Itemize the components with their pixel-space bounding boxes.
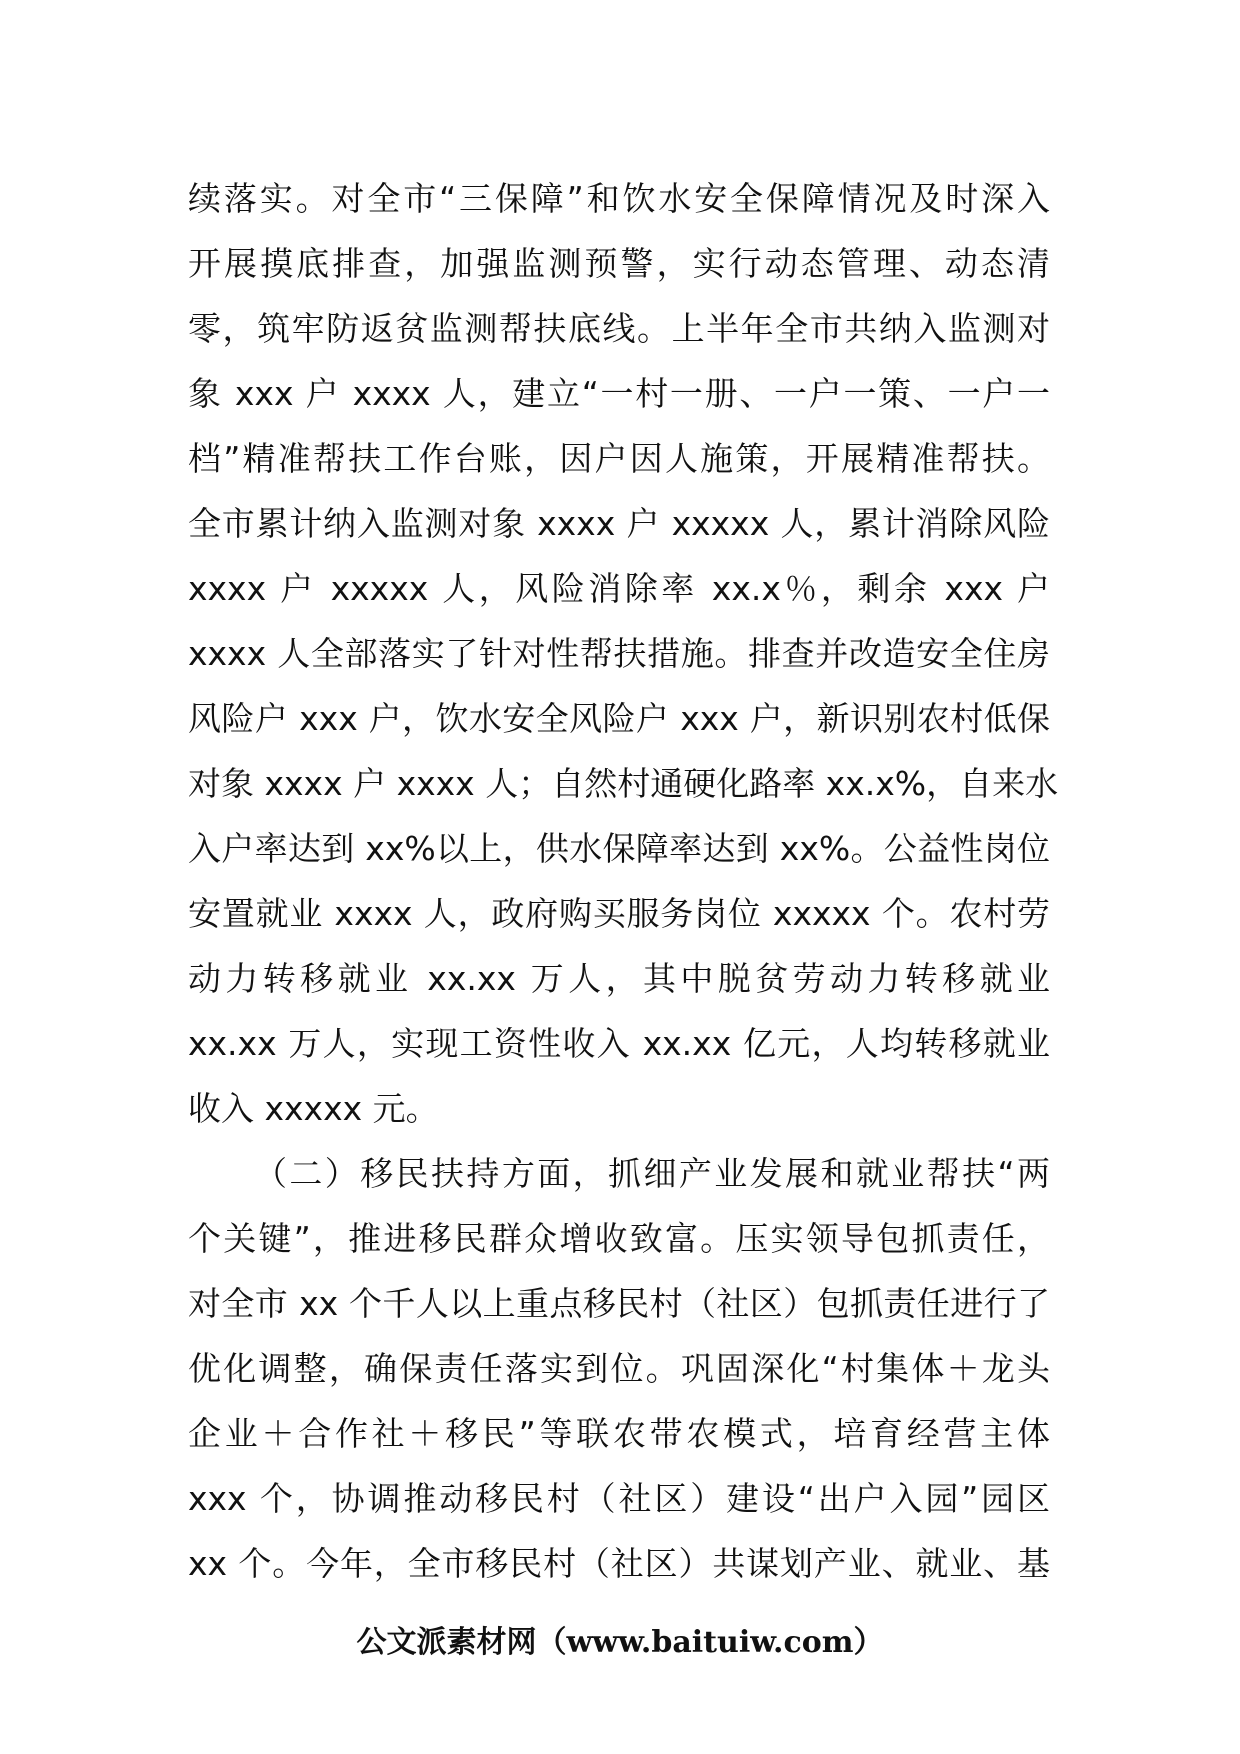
text-line: 个关键”，推进移民群众增收致富。压实领导包抓责任， [188, 1219, 1050, 1258]
footer-watermark: 公文派素材网（www.baituiw.com） [356, 1625, 884, 1660]
text-line: 安置就业 xxxx 人，政府购买服务岗位 xxxxx 个。农村劳 [188, 894, 1050, 933]
text-line: xxxx 人全部落实了针对性帮扶措施。排查并改造安全住房 [188, 634, 1050, 673]
text-line: 优化调整，确保责任落实到位。巩固深化“村集体＋龙头 [188, 1349, 1050, 1388]
text-line: 续落实。对全市“三保障”和饮水安全保障情况及时深入 [188, 179, 1050, 218]
text-line: 企业＋合作社＋移民”等联农带农模式，培育经营主体 [188, 1414, 1050, 1453]
text-line: 档”精准帮扶工作台账，因户因人施策，开展精准帮扶。 [188, 439, 1050, 478]
text-line: 零，筑牢防返贫监测帮扶底线。上半年全市共纳入监测对 [188, 309, 1050, 348]
text-line: xxxx 户 xxxxx 人，风险消除率 xx.x％，剩余 xxx 户 [188, 569, 1050, 608]
text-line: xx 个。今年，全市移民村（社区）共谋划产业、就业、基 [188, 1544, 1050, 1583]
text-line: 对全市 xx 个千人以上重点移民村（社区）包抓责任进行了 [188, 1284, 1050, 1323]
text-line: 对象 xxxx 户 xxxx 人；自然村通硬化路率 xx.x%，自来水 [188, 764, 1059, 803]
text-line: 开展摸底排查，加强监测预警，实行动态管理、动态清 [188, 244, 1050, 283]
paragraph-heading-line: （二）移民扶持方面，抓细产业发展和就业帮扶“两 [254, 1154, 1050, 1193]
text-line: 入户率达到 xx%以上，供水保障率达到 xx%。公益性岗位 [188, 829, 1050, 868]
body-text [188, 166, 1059, 1596]
text-line: 象 xxx 户 xxxx 人，建立“一村一册、一户一策、一户一 [188, 374, 1050, 413]
text-line: xx.xx 万人，实现工资性收入 xx.xx 亿元，人均转移就业 [188, 1024, 1050, 1063]
text-line: 动力转移就业 xx.xx 万人，其中脱贫劳动力转移就业 [188, 959, 1050, 998]
text-line: 风险户 xxx 户，饮水安全风险户 xxx 户，新识别农村低保 [188, 699, 1050, 738]
text-line: 收入 xxxxx 元。 [188, 1089, 439, 1128]
text-line: 全市累计纳入监测对象 xxxx 户 xxxxx 人，累计消除风险 [188, 504, 1050, 543]
text-line: xxx 个，协调推动移民村（社区）建设“出户入园”园区 [188, 1479, 1050, 1518]
